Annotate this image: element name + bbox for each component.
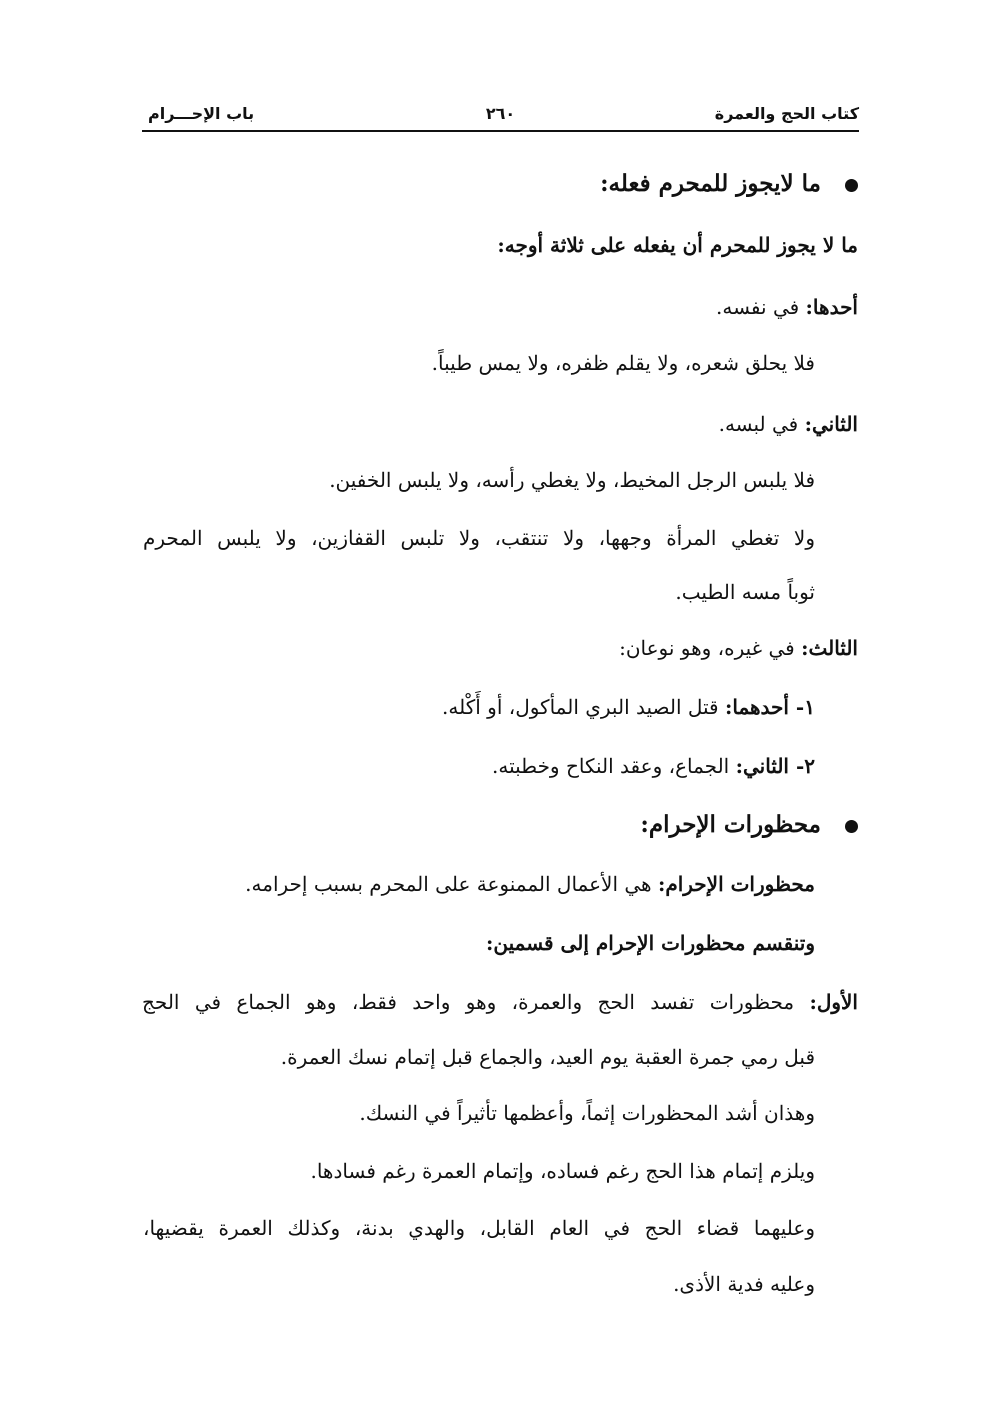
section-heading-prohibitions: محظورات الإحرام: <box>640 811 858 839</box>
page-header <box>142 98 859 132</box>
type-two-label: ٢- الثاني: <box>735 754 815 778</box>
first-category-continued: قبل رمي جمرة العقبة يوم العيد، والجماع قبل إتمام نسك العمرة. <box>280 1045 815 1069</box>
first-aspect-detail: فلا يحلق شعره، ولا يقلم ظفره، ولا يمس طيباً. <box>431 351 815 375</box>
third-aspect-label: الثالث: <box>801 636 858 660</box>
section-intro: ما لا يجوز للمحرم أن يفعله على ثلاثة أوجه: <box>497 233 858 257</box>
bullet-icon <box>845 179 858 192</box>
makeup-line1: وعليهما قضاء الحج في العام القابل، والهدي بدنة، وكذلك العمرة يقضيها، <box>143 1216 815 1240</box>
prohibitions-definition-label: محظورات الإحرام: <box>657 872 815 896</box>
second-aspect-label: الثاني: <box>804 412 858 436</box>
makeup-line2: وعليه فدية الأذى. <box>673 1272 815 1296</box>
completion-obligation: ويلزم إتمام هذا الحج رغم فساده، وإتمام العمرة رغم فسادها. <box>310 1159 815 1183</box>
page-number: ٢٦٠ <box>485 104 516 123</box>
first-aspect-label: أحدها: <box>805 295 858 319</box>
bullet-icon <box>845 820 858 833</box>
first-category: الأول: محظورات تفسد الحج والعمرة، وهو واحد فقط، وهو الجماع في الحج <box>142 990 858 1014</box>
section-heading-prohibited: ما لايجوز للمحرم فعله: <box>600 170 858 198</box>
prohibitions-definition: محظورات الإحرام: هي الأعمال الممنوعة على المحرم بسبب إحرامه. <box>245 872 815 896</box>
type-one-label: ١- أحدهما: <box>724 695 815 719</box>
book-title: كتاب الحج والعمرة <box>714 104 859 123</box>
gravity-note: وهذان أشد المحظورات إثماً، وأعظمها تأثيراً في النسك. <box>359 1101 815 1125</box>
chapter-title: باب الإحـــرام <box>148 104 255 123</box>
second-aspect-detail-men: فلا يلبس الرجل المخيط، ولا يغطي رأسه، ولا يلبس الخفين. <box>329 468 815 492</box>
type-one: ١- أحدهما: قتل الصيد البري المأكول، أو أَكْله. <box>442 695 815 719</box>
second-aspect-detail-women-line1: ولا تغطي المرأة وجهها، ولا تنتقب، ولا تلبس القفازين، ولا يلبس المحرم <box>143 526 816 550</box>
first-category-label: الأول: <box>809 990 858 1014</box>
second-aspect-detail-women-line2: ثوباً مسه الطيب. <box>675 580 815 604</box>
prohibitions-division: وتنقسم محظورات الإحرام إلى قسمين: <box>485 931 815 955</box>
type-two: ٢- الثاني: الجماع، وعقد النكاح وخطبته. <box>492 754 815 778</box>
third-aspect: الثالث: في غيره، وهو نوعان: <box>619 636 858 660</box>
second-aspect: الثاني: في لبسه. <box>718 412 858 436</box>
first-aspect: أحدها: في نفسه. <box>715 295 858 319</box>
